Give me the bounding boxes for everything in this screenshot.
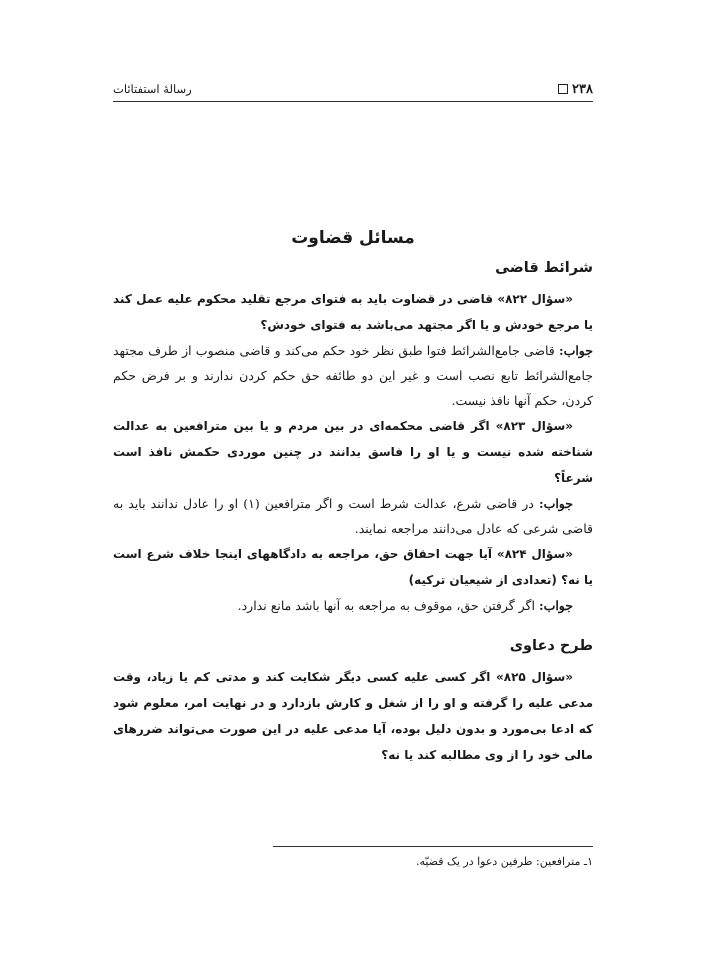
question-825: «سؤال ۸۲۵» اگر کسی علیه کسی دیگر شکایت کند و مدتی کم یا زیاد، وقت مدعی علیه را گرفته و او را از شغل و کارش بازدارد و در نهایت امر، معلوم شود که ادعا بی‌مورد و بدون دلیل بوده، آیا مدعی علیه در این صورت می‌تواند ضررهای مالی خود را از وی مطالبه کند یا نه؟ <box>113 670 593 762</box>
main-content <box>113 260 593 768</box>
footnote: ۱ـ مترافعین: طرفین دعوا در یک قضیّه. <box>415 855 593 868</box>
page-header <box>113 78 593 100</box>
running-title: رسالهٔ استفتائات <box>113 82 192 96</box>
question-822: «سؤال ۸۲۲» قاضی در قضاوت باید به فتوای مرجع تقلید محکوم علیه عمل کند یا مرجع خودش و یا اگر مجتهد می‌باشد به فتوای خودش؟ <box>113 292 593 332</box>
footnote-rule <box>273 846 593 847</box>
header-rule <box>113 101 593 102</box>
chapter-title: مسائل قضاوت <box>291 228 415 248</box>
answer-824: جواب: اگر گرفتن حق، موقوف به مراجعه به آنها باشد مانع ندارد. <box>237 598 573 613</box>
answer-822: جواب: قاضی جامع‌الشرائط فتوا طبق نظر خود حکم می‌کند و قاضی منصوب از طرف مجتهد جامع‌الشرائط تابع نصب است و غیر این دو طائفه حق حکم کردن ندارند و بر فرض حکم کردن، حکم آنها نافذ نیست. <box>113 343 593 408</box>
section-heading-lawsuits: طرح دعاوی <box>509 638 593 654</box>
page-number: ۲۳۸ <box>572 81 593 97</box>
page-number-block <box>558 82 593 97</box>
square-bullet-icon <box>558 84 568 94</box>
section-heading-judge-conditions: شرائط قاضی <box>495 260 593 276</box>
question-823: «سؤال ۸۲۳» اگر قاضی محکمه‌ای در بین مردم و یا بین مترافعین به عدالت شناخته شده نیست و یا او را فاسق بدانند در چنین موردی حکمش نافذ است شرعاً؟ <box>113 419 593 485</box>
question-824: «سؤال ۸۲۴» آیا جهت احقاق حق، مراجعه به دادگاههای اینجا خلاف شرع است یا نه؟ (تعدادی از شیعیان ترکیه) <box>113 547 593 587</box>
answer-823: جواب: در قاضی شرع، عدالت شرط است و اگر مترافعین (۱) او را عادل ندانند باید به قاضی شرعی که عادل می‌دانند مراجعه نمایند. <box>113 496 593 536</box>
